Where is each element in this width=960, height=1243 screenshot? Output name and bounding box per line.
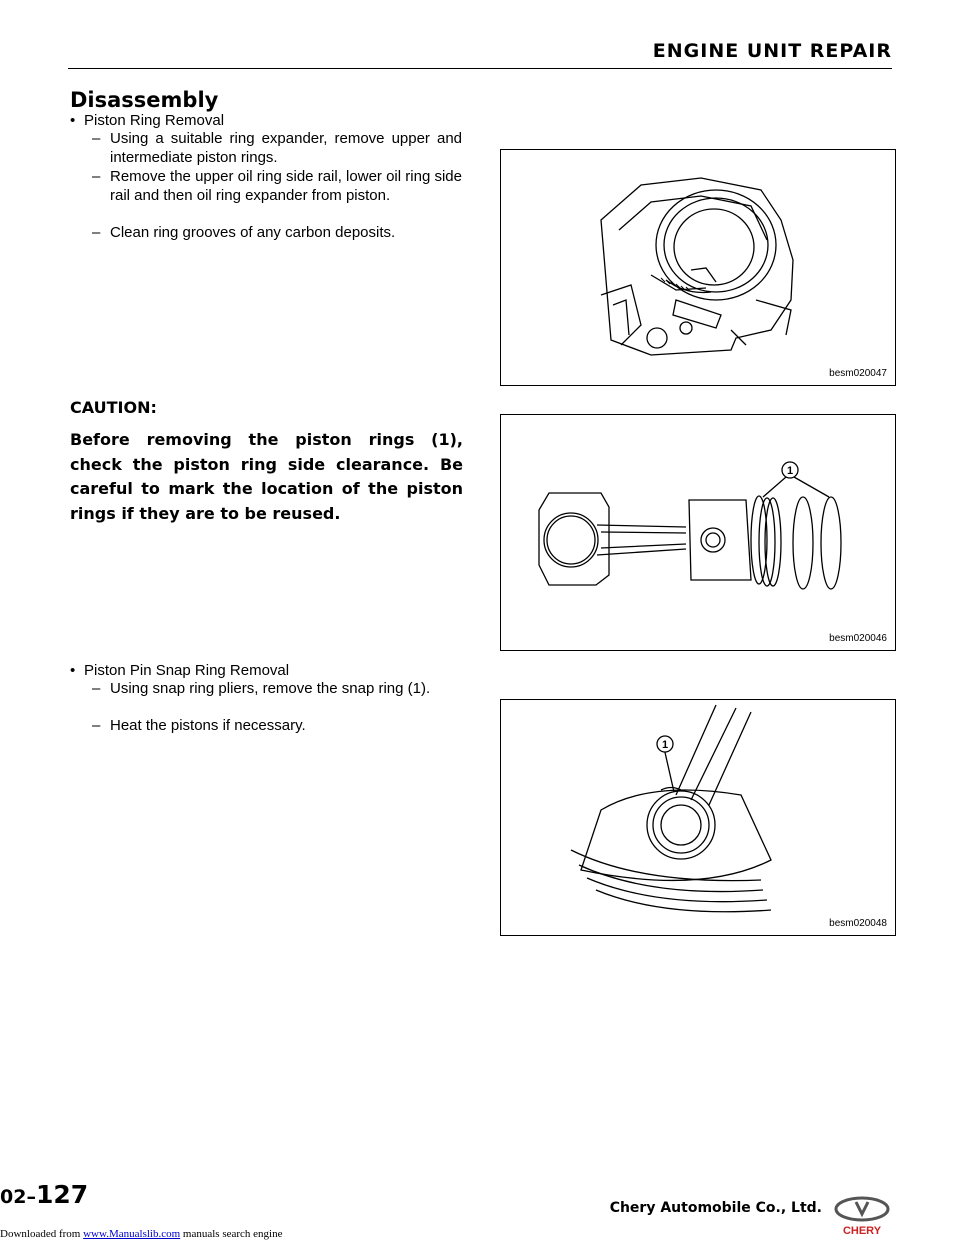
page-number bbox=[0, 1180, 88, 1209]
figure-callout: 1 bbox=[786, 465, 794, 477]
logo-text: CHERY bbox=[842, 1225, 882, 1237]
step-text: Clean ring grooves of any carbon deposits. bbox=[110, 224, 396, 241]
caution-text: Before removing the piston rings (1), check the piston ring side clearance. Be careful to mark the location of the piston rings if they are to be reused. bbox=[70, 430, 463, 523]
chery-logo-icon bbox=[832, 1196, 892, 1238]
manualslib-link[interactable]: www.Manualslib.com bbox=[83, 1228, 181, 1240]
step-item bbox=[92, 680, 462, 699]
figure-code: besm020046 bbox=[829, 633, 887, 644]
step-item bbox=[92, 130, 462, 167]
header-rule bbox=[68, 68, 892, 69]
bullet-label: Piston Ring Removal bbox=[84, 112, 225, 129]
download-notice bbox=[0, 1228, 282, 1240]
section-title: Disassembly bbox=[70, 88, 219, 112]
bullet-label: Piston Pin Snap Ring Removal bbox=[84, 662, 290, 679]
figure-code: besm020048 bbox=[829, 918, 887, 929]
bullet-dot: • bbox=[70, 112, 76, 129]
dash: – bbox=[92, 168, 101, 185]
step-item bbox=[92, 168, 462, 205]
figure-callout: 1 bbox=[661, 739, 669, 751]
company-name: Chery Automobile Co., Ltd. bbox=[609, 1200, 822, 1216]
figure-ring-expander bbox=[500, 149, 896, 386]
chery-logo bbox=[832, 1196, 892, 1243]
dash: – bbox=[92, 717, 101, 734]
step-text: Using snap ring pliers, remove the snap ring (1). bbox=[110, 680, 431, 697]
bullet-piston-pin-snap-ring-removal bbox=[70, 662, 289, 680]
step-item bbox=[92, 717, 462, 736]
step-text: Heat the pistons if necessary. bbox=[110, 717, 306, 734]
figure-snap-ring bbox=[500, 699, 896, 936]
figure-piston-rings bbox=[500, 414, 896, 651]
ring-expander-illustration bbox=[501, 150, 895, 385]
snap-ring-illustration bbox=[501, 700, 895, 935]
step-text: Remove the upper oil ring side rail, lower oil ring side rail and then oil ring expander from piston. bbox=[110, 168, 462, 204]
dash: – bbox=[92, 130, 101, 147]
caution-heading: CAUTION: bbox=[70, 398, 157, 417]
download-suffix: manuals search engine bbox=[182, 1228, 283, 1240]
section-code: 02– bbox=[0, 1186, 36, 1208]
bullet-dot: • bbox=[70, 662, 76, 679]
figure-code: besm020047 bbox=[829, 368, 887, 379]
step-text: Using a suitable ring expander, remove upper and intermediate piston rings. bbox=[110, 130, 462, 166]
page-header-title: ENGINE UNIT REPAIR bbox=[652, 40, 892, 62]
download-prefix: Downloaded from bbox=[0, 1228, 81, 1240]
piston-rings-illustration bbox=[501, 415, 895, 650]
step-item bbox=[92, 224, 462, 243]
page-number-value: 127 bbox=[35, 1180, 89, 1209]
dash: – bbox=[92, 224, 101, 241]
dash: – bbox=[92, 680, 101, 697]
bullet-piston-ring-removal bbox=[70, 112, 224, 130]
